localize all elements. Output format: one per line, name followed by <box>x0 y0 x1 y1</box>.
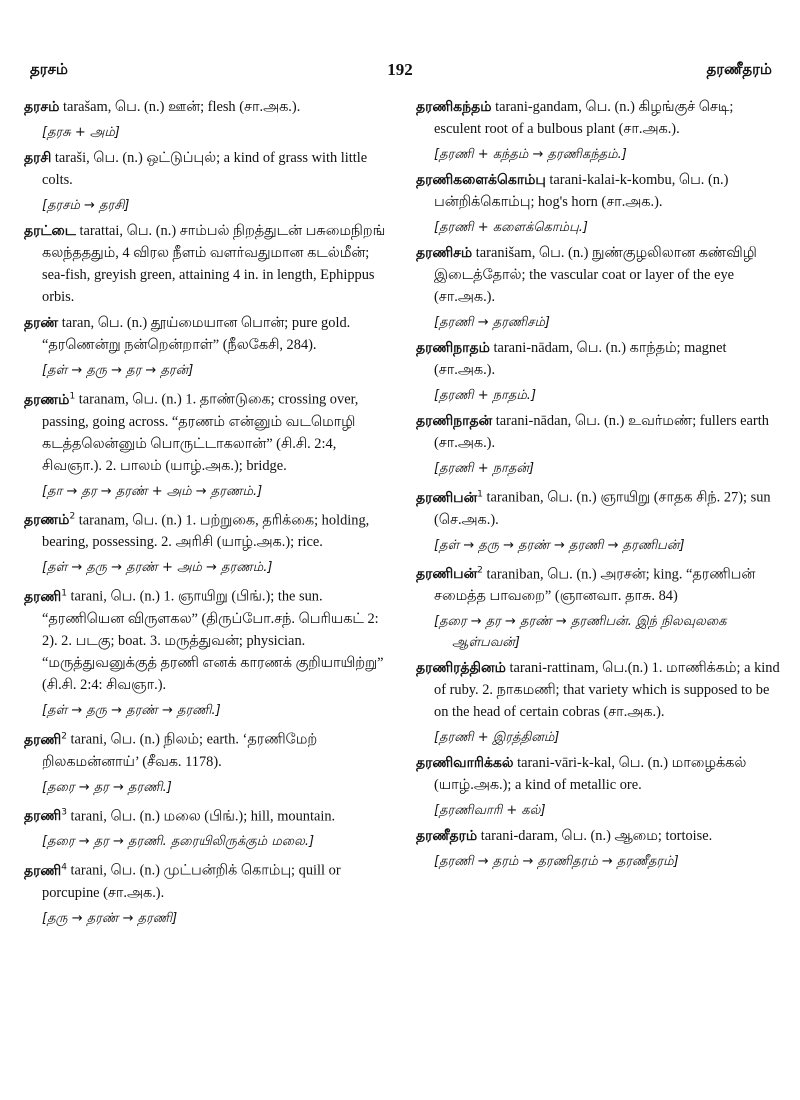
dictionary-entry <box>416 560 784 654</box>
homonym-number: 1 <box>69 391 76 401</box>
headword-text: தரசம் <box>24 99 60 115</box>
dictionary-entry <box>416 752 784 821</box>
definition-text: tarani, பெ. (n.) மலை (பிங்.); hill, mountain. <box>66 808 336 825</box>
headword-text: தரணம் <box>24 512 70 529</box>
etymology: [தரசு + அம்] <box>42 125 120 140</box>
headword <box>416 660 506 676</box>
entry-definition <box>24 312 390 356</box>
headword <box>416 245 472 261</box>
dictionary-entry <box>416 242 784 333</box>
entry-definition <box>24 725 390 773</box>
dictionary-entry <box>416 657 784 748</box>
etymology: [தரணி + இரத்தினம்] <box>434 730 560 746</box>
dictionary-entry <box>416 96 784 165</box>
entry-definition <box>416 752 784 796</box>
dictionary-entry <box>416 337 784 406</box>
running-header <box>0 60 800 90</box>
headword-text: தரண் <box>24 315 59 331</box>
headword-text: தரணிகளைக்கொம்பு <box>416 172 546 188</box>
dictionary-entry <box>24 856 390 929</box>
dictionary-entry <box>24 725 390 798</box>
headword-text: தரணி <box>24 862 62 879</box>
dictionary-entry <box>416 483 784 556</box>
definition-text: tarani-nādan, பெ. (n.) உவர்மண்; fullers earth (சா.அக.). <box>434 413 769 451</box>
dictionary-entry <box>24 312 390 381</box>
etymology: [தரு → தரண் → தரணி] <box>42 910 178 926</box>
entry-definition <box>416 560 784 608</box>
headword <box>24 392 75 408</box>
headword-text: தரணி <box>24 731 62 748</box>
entry-definition <box>416 657 784 723</box>
headword <box>24 512 75 528</box>
entry-definition <box>24 385 390 477</box>
dictionary-entry <box>24 147 390 216</box>
headword-text: தரட்டை <box>24 223 76 239</box>
entry-definition <box>24 802 390 828</box>
headword-text: தரணிநாதன் <box>416 413 493 429</box>
headword <box>416 755 514 771</box>
headword-text: தரணி <box>24 588 62 605</box>
dictionary-entry <box>24 220 390 308</box>
etymology: [தரணி + களைக்கொம்பு.] <box>434 220 588 235</box>
homonym-number: 1 <box>477 489 483 499</box>
headword-text: தரணிசம் <box>416 245 473 261</box>
header-left-guide-word: தரசம் <box>30 60 68 78</box>
headword <box>24 99 59 115</box>
etymology: [தள் → தரு → தரண் + அம் → தரணம்.] <box>42 560 273 576</box>
headword <box>416 172 546 188</box>
dictionary-entry <box>24 385 390 502</box>
headword <box>24 863 67 879</box>
definition-text: tarani-kalai-k-kombu, பெ. (n.) பன்றிக்கொம்பு; hog's horn (சா.அக.). <box>434 172 729 210</box>
entry-definition <box>24 856 390 904</box>
homonym-number: 2 <box>477 565 483 576</box>
headword <box>24 150 51 166</box>
homonym-number: 1 <box>61 588 67 599</box>
homonym-number: 2 <box>69 511 76 522</box>
headword-text: தரணீதரம் <box>416 828 478 845</box>
definition-text: taranišam, பெ. (n.) நுண்குழலிலான கண்விழி இடைத்தோல்; the vascular coat or layer of the eye (சா.அக.). <box>434 245 757 305</box>
dictionary-entry <box>24 582 390 721</box>
definition-text: taraniban, பெ. (n.) ஞாயிறு (சாதக சிந். 27); sun (செ.அக.). <box>434 489 771 528</box>
headword <box>416 99 492 115</box>
page-number: 192 <box>387 60 413 79</box>
etymology: [தள் → தரு → தரண் → தரணி → தரணிபன்] <box>434 537 685 553</box>
entry-definition <box>24 220 390 308</box>
definition-text: taran, பெ. (n.) தூய்மையான பொன்; pure gold. “தரணென்று நன்றென்றாள்” (நீலகேசி, 284). <box>42 315 351 353</box>
headword-text: தரணிபன் <box>416 566 478 583</box>
headword <box>416 566 483 582</box>
definition-text: tarani-nādam, பெ. (n.) காந்தம்; magnet (சா.அக.). <box>434 340 727 378</box>
etymology: [தள் → தரு → தரண் → தரணி.] <box>42 702 221 718</box>
left-column <box>24 96 390 1080</box>
headword <box>416 828 477 844</box>
definition-text: tarani, பெ. (n.) நிலம்; earth. ‘தரணிமேற் றிலகமன்னாய்’ (சீவக. 1178). <box>42 731 318 770</box>
entry-definition <box>24 582 390 696</box>
header-right-guide-word: தரணீதரம் <box>706 60 772 78</box>
definition-text: tarani-rattinam, பெ.(n.) 1. மாணிக்கம்; a kind of ruby. 2. நாகமணி; that variety which is supposed to be on the head of certain cobras (சா.அக.). <box>434 660 780 721</box>
etymology: [தரசம் → தரசி] <box>42 198 130 213</box>
headword <box>24 223 76 239</box>
headword <box>24 732 67 748</box>
etymology: [தரணிவாரி + கல்] <box>434 803 546 819</box>
homonym-number: 2 <box>61 730 67 741</box>
definition-text: tarani-vāri-k-kal, பெ. (n.) மாழைக்கல் (யாழ்.அக.); a kind of metallic ore. <box>434 755 747 794</box>
headword <box>416 490 483 506</box>
etymology: [தரை → தர → தரணி.] <box>42 779 172 795</box>
definition-text: tarani-gandam, பெ. (n.) கிழங்குச் செடி; esculent root of a bulbous plant (சா.அக.). <box>434 99 734 137</box>
definition-text: tarattai, பெ. (n.) சாம்பல் நிறத்துடன் பசுமைநிறங் கலந்தததும், 4 விரல நீளம் வளர்வதுமான கடல்மீன்; sea-fish, greyish green, attaining 4 in. in length, Ephippus orbis. <box>42 223 386 305</box>
entry-definition <box>416 337 784 381</box>
entry-definition <box>416 242 784 308</box>
etymology: [தரணி → தரணிசம்] <box>434 315 550 330</box>
dictionary-entry <box>24 506 390 579</box>
entry-definition <box>416 96 784 140</box>
etymology: [தரணி + கந்தம் → தரணிகந்தம்.] <box>434 147 627 162</box>
headword-text: தரணிகந்தம் <box>416 99 492 115</box>
headword <box>416 413 492 429</box>
entry-definition <box>416 410 784 454</box>
etymology: [தரை → தர → தரண் → தரணிபன். இந் நிலவுலகை ஆள்பவன்] <box>434 614 727 651</box>
entry-definition <box>416 169 784 213</box>
headword-text: தரணம் <box>24 391 70 408</box>
definition-text: tarašam, பெ. (n.) ஊன்; flesh (சா.அக.). <box>59 99 301 115</box>
etymology: [தள் → தரு → தர → தரன்] <box>42 363 194 378</box>
definition-text: taranam, பெ. (n.) 1. பற்றுகை, தரிக்கை; holding, bearing, possessing. 2. அரிசி (யாழ்.அக.); rice. <box>42 512 370 551</box>
definition-text: taraši, பெ. (n.) ஒட்டுப்புல்; a kind of grass with little colts. <box>42 150 368 188</box>
headword <box>416 340 490 356</box>
entry-definition <box>24 506 390 554</box>
entry-definition <box>416 483 784 531</box>
etymology: [தரணி → தரம் → தரணிதரம் → தரணீதரம்] <box>434 854 679 870</box>
etymology: [தரணி + நாதன்] <box>434 461 535 476</box>
dictionary-entry <box>24 802 390 853</box>
definition-text: tarani, பெ. (n.) முட்பன்றிக் கொம்பு; quill or porcupine (சா.அக.). <box>42 862 341 901</box>
headword-text: தரணிவாரிக்கல் <box>416 755 514 772</box>
etymology: [தரை → தர → தரணி. தரையிலிருக்கும் மலை.] <box>42 834 315 850</box>
definition-text: tarani, பெ. (n.) 1. ஞாயிறு (பிங்.); the sun. “தரணியென விருளகல” (திருப்போ.சந். பெரியகட் 2: 2). 2. படகு; boat. 3. மருத்துவன்; physician. “மருத்துவனுக்குத் தரணி எனக் காரணக் குறியாயிற்று” (சி.சி. 2:4: சிவஞா.). <box>42 588 384 693</box>
headword <box>24 808 67 824</box>
dictionary-entry <box>24 96 390 143</box>
dictionary-entry <box>416 169 784 238</box>
headword-text: தரசி <box>24 150 52 166</box>
etymology: [தரணி + நாதம்.] <box>434 388 537 403</box>
definition-text: taranam, பெ. (n.) 1. தாண்டுகை; crossing over, passing, going across. “தரணம் என்னும் வடமொழி கடத்தலென்னும் பொருட்டாகலான்” (சி.சி. 2:4, சிவஞா.). 2. பாலம் (யாழ்.அக.); bridge. <box>42 391 359 474</box>
etymology: [தா → தர → தரண் + அம் → தரணம்.] <box>42 483 263 499</box>
headword-text: தரணிபன் <box>416 489 478 506</box>
definition-text: taraniban, பெ. (n.) அரசன்; king. “தரணிபன் சமைத்த பாவறை” (ஞானவா. தாசு. 84) <box>434 566 756 605</box>
entry-definition <box>416 825 784 847</box>
dictionary-entry <box>416 410 784 479</box>
headword-text: தரணிரத்தினம் <box>416 660 506 677</box>
headword-text: தரணிநாதம் <box>416 340 490 356</box>
homonym-number: 4 <box>61 862 67 873</box>
entry-definition <box>24 96 390 118</box>
homonym-number: 3 <box>61 807 67 818</box>
headword <box>24 315 58 331</box>
entry-definition <box>24 147 390 191</box>
headword <box>24 589 67 605</box>
right-column <box>416 96 784 1080</box>
dictionary-entry <box>416 825 784 872</box>
headword-text: தரணி <box>24 808 62 825</box>
definition-text: tarani-daram, பெ. (n.) ஆமை; tortoise. <box>477 828 713 845</box>
